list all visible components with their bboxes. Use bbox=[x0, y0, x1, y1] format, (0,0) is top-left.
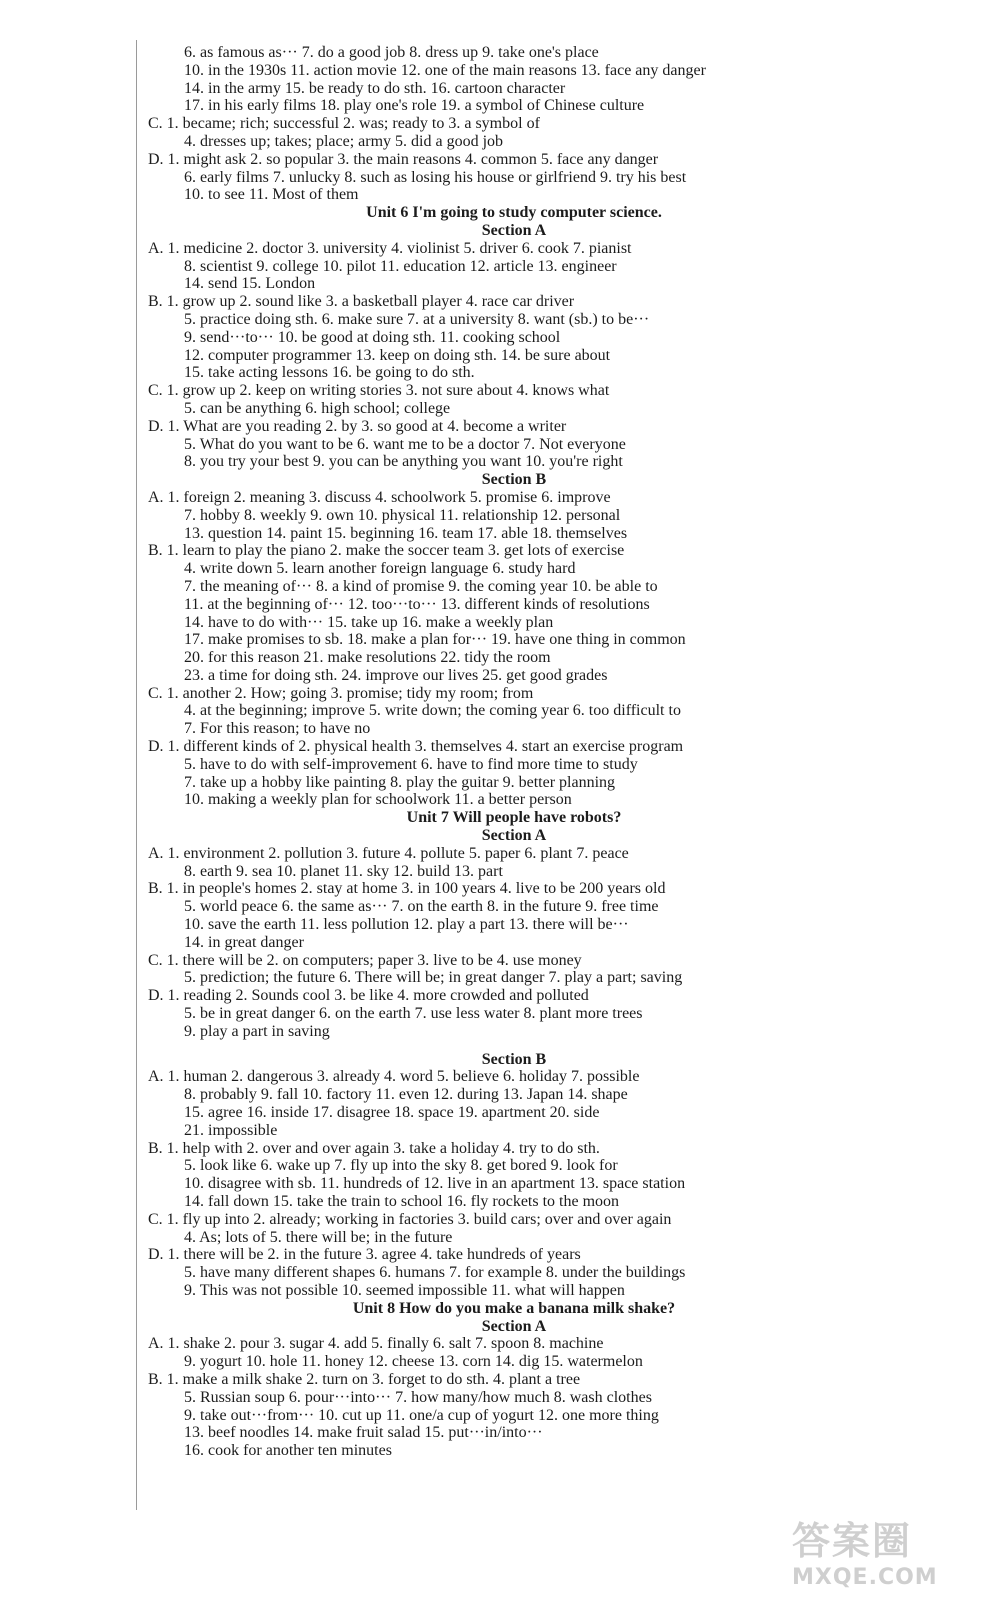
watermark-logo bbox=[792, 1510, 972, 1590]
answer-line: B. 1. in people's homes 2. stay at home 3. in 100 years 4. live to be 200 years old bbox=[148, 880, 666, 898]
answer-line: 8. you try your best 9. you can be anything you want 10. you're right bbox=[184, 453, 623, 471]
answer-line: 13. question 14. paint 15. beginning 16. team 17. able 18. themselves bbox=[184, 524, 628, 542]
answer-line: 5. Russian soup 6. pour···into··· 7. how many/how much 8. wash clothes bbox=[184, 1388, 652, 1406]
answer-line: 14. send 15. London bbox=[184, 275, 316, 293]
answer-line: 10. to see 11. Most of them bbox=[184, 186, 359, 204]
answer-line: 8. earth 9. sea 10. planet 11. sky 12. build 13. part bbox=[184, 862, 503, 880]
watermark-glyphs: 答案圈 bbox=[792, 1519, 913, 1563]
answer-line: 4. write down 5. learn another foreign language 6. study hard bbox=[184, 560, 576, 578]
answer-line: A. 1. human 2. dangerous 3. already 4. word 5. believe 6. holiday 7. possible bbox=[148, 1068, 640, 1086]
answer-line: 14. have to do with··· 15. take up 16. make a weekly plan bbox=[184, 613, 554, 631]
answer-line: 14. in the army 15. be ready to do sth. 16. cartoon character bbox=[184, 79, 566, 97]
answer-line: 9. This was not possible 10. seemed impossible 11. what will happen bbox=[184, 1281, 625, 1299]
answer-line: 21. impossible bbox=[184, 1121, 278, 1139]
answer-line: 10. disagree with sb. 11. hundreds of 12. live in an apartment 13. space station bbox=[184, 1175, 686, 1193]
answer-line: D. 1. might ask 2. so popular 3. the main reasons 4. common 5. face any danger bbox=[148, 150, 659, 168]
answer-line: 9. take out···from··· 10. cut up 11. one/a cup of yogurt 12. one more thing bbox=[184, 1406, 659, 1424]
answer-line: A. 1. environment 2. pollution 3. future 4. pollute 5. paper 6. plant 7. peace bbox=[148, 844, 629, 862]
section-heading: Unit 7 Will people have robots? bbox=[406, 809, 622, 827]
answer-line: 14. in great danger bbox=[184, 933, 304, 951]
answer-line: B. 1. help with 2. over and over again 3. take a holiday 4. try to do sth. bbox=[148, 1139, 600, 1157]
answer-line: 4. at the beginning; improve 5. write down; the coming year 6. too difficult to bbox=[184, 702, 681, 720]
answer-line: A. 1. shake 2. pour 3. sugar 4. add 5. finally 6. salt 7. spoon 8. machine bbox=[148, 1335, 604, 1353]
answer-line: B. 1. make a milk shake 2. turn on 3. forget to do sth. 4. plant a tree bbox=[148, 1370, 581, 1388]
answer-line: 12. computer programmer 13. keep on doing sth. 14. be sure about bbox=[184, 346, 611, 364]
answer-line: 7. take up a hobby like painting 8. play the guitar 9. better planning bbox=[184, 773, 616, 791]
answer-line: 8. probably 9. fall 10. factory 11. even 12. during 13. Japan 14. shape bbox=[184, 1086, 628, 1104]
answer-line: C. 1. there will be 2. on computers; paper 3. live to be 4. use money bbox=[148, 951, 582, 969]
answer-line: 23. a time for doing sth. 24. improve our lives 25. get good grades bbox=[184, 666, 608, 684]
answer-line: 17. make promises to sb. 18. make a plan for··· 19. have one thing in common bbox=[184, 631, 686, 649]
answer-line: 6. as famous as··· 7. do a good job 8. dress up 9. take one's place bbox=[184, 44, 599, 61]
answer-line: 9. play a part in saving bbox=[184, 1022, 330, 1040]
answer-line: C. 1. another 2. How; going 3. promise; tidy my room; from bbox=[148, 684, 534, 702]
answer-line: 14. fall down 15. take the train to school 16. fly rockets to the moon bbox=[184, 1193, 620, 1210]
answer-line: C. 1. fly up into 2. already; working in factories 3. build cars; over and over again bbox=[148, 1210, 672, 1228]
answer-line: 5. have to do with self-improvement 6. have to find more time to study bbox=[184, 755, 638, 773]
section-heading: Section A bbox=[481, 827, 547, 845]
answer-line: 17. in his early films 18. play one's role 19. a symbol of Chinese culture bbox=[184, 97, 645, 115]
answer-line: 5. be in great danger 6. on the earth 7. use less water 8. plant more trees bbox=[184, 1005, 643, 1023]
section-heading: Unit 6 I'm going to study computer science. bbox=[366, 204, 662, 222]
answer-line: 20. for this reason 21. make resolutions 22. tidy the room bbox=[184, 649, 551, 667]
answer-line: 5. can be anything 6. high school; college bbox=[184, 399, 451, 417]
answer-line: 9. yogurt 10. hole 11. honey 12. cheese 13. corn 14. dig 15. watermelon bbox=[184, 1353, 643, 1371]
answer-line: A. 1. foreign 2. meaning 3. discuss 4. schoolwork 5. promise 6. improve bbox=[148, 488, 611, 506]
answer-line: 4. As; lots of 5. there will be; in the future bbox=[184, 1228, 453, 1246]
watermark-domain: MXQE.COM bbox=[792, 1565, 938, 1590]
answer-line: 5. look like 6. wake up 7. fly up into the sky 8. get bored 9. look for bbox=[184, 1157, 618, 1175]
section-heading: Section A bbox=[481, 221, 547, 239]
answer-line: 16. cook for another ten minutes bbox=[184, 1442, 392, 1460]
answer-line: 11. at the beginning of··· 12. too···to··· 13. different kinds of resolutions bbox=[184, 595, 650, 613]
answer-line: 8. scientist 9. college 10. pilot 11. education 12. article 13. engineer bbox=[184, 257, 617, 275]
answer-line: 7. For this reason; to have no bbox=[184, 720, 371, 738]
answer-line: 5. What do you want to be 6. want me to be a doctor 7. Not everyone bbox=[184, 435, 626, 453]
answer-line: D. 1. What are you reading 2. by 3. so good at 4. become a writer bbox=[148, 417, 567, 435]
answer-line: C. 1. became; rich; successful 2. was; ready to 3. a symbol of bbox=[148, 115, 540, 133]
section-heading: Section B bbox=[481, 1050, 547, 1068]
answer-line: B. 1. grow up 2. sound like 3. a basketball player 4. race car driver bbox=[148, 293, 575, 311]
answer-line: A. 1. medicine 2. doctor 3. university 4. violinist 5. driver 6. cook 7. pianist bbox=[148, 239, 632, 257]
answer-line: 5. practice doing sth. 6. make sure 7. at a university 8. want (sb.) to be··· bbox=[184, 310, 650, 328]
answer-line: 7. hobby 8. weekly 9. own 10. physical 11. relationship 12. personal bbox=[184, 506, 621, 524]
section-heading: Section A bbox=[481, 1317, 547, 1335]
binding-margin-rule bbox=[136, 40, 137, 1510]
answer-line: 5. have many different shapes 6. humans 7. for example 8. under the buildings bbox=[184, 1264, 686, 1282]
answer-key-text bbox=[148, 44, 864, 1460]
answer-line: 5. world peace 6. the same as··· 7. on the earth 8. in the future 9. free time bbox=[184, 898, 659, 916]
answer-line: 10. making a weekly plan for schoolwork 11. a better person bbox=[184, 791, 572, 809]
answer-line: 15. take acting lessons 16. be going to do sth. bbox=[184, 364, 475, 382]
section-heading: Unit 8 How do you make a banana milk shake? bbox=[352, 1299, 676, 1317]
answer-line: 9. send···to··· 10. be good at doing sth. 11. cooking school bbox=[184, 328, 561, 346]
answer-line: 7. the meaning of··· 8. a kind of promise 9. the coming year 10. be able to bbox=[184, 577, 658, 595]
answer-line: C. 1. grow up 2. keep on writing stories 3. not sure about 4. knows what bbox=[148, 382, 610, 400]
answer-line: 4. dresses up; takes; place; army 5. did a good job bbox=[184, 132, 504, 150]
answer-line: 5. prediction; the future 6. There will be; in great danger 7. play a part; saving bbox=[184, 969, 683, 987]
answer-line: 13. beef noodles 14. make fruit salad 15. put···in/into··· bbox=[184, 1424, 543, 1442]
answer-line: B. 1. learn to play the piano 2. make the soccer team 3. get lots of exercise bbox=[148, 542, 625, 560]
answer-line: D. 1. different kinds of 2. physical health 3. themselves 4. start an exercise program bbox=[148, 738, 684, 756]
answer-line: 6. early films 7. unlucky 8. such as losing his house or girlfriend 9. try his best bbox=[184, 168, 687, 186]
answer-line: 10. save the earth 11. less pollution 12. play a part 13. there will be··· bbox=[184, 916, 629, 934]
section-heading: Section B bbox=[481, 471, 547, 489]
answer-line: D. 1. there will be 2. in the future 3. agree 4. take hundreds of years bbox=[148, 1246, 581, 1264]
answer-line: D. 1. reading 2. Sounds cool 3. be like 4. more crowded and polluted bbox=[148, 987, 589, 1005]
answer-line: 10. in the 1930s 11. action movie 12. one of the main reasons 13. face any danger bbox=[184, 61, 706, 79]
answer-line: 15. agree 16. inside 17. disagree 18. space 19. apartment 20. side bbox=[184, 1104, 600, 1122]
spacer bbox=[164, 1041, 864, 1051]
